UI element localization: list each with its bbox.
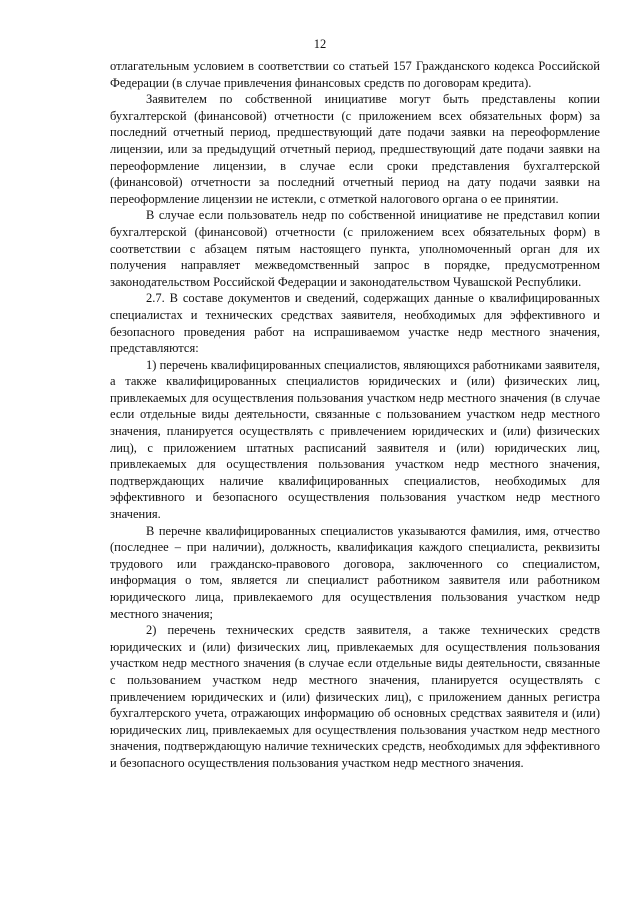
- paragraph-section-2-7: 2.7. В составе документов и сведений, содержащих данные о квалифицированных специалистах и технических средствах заявителя, необходимых для эффективного и безопасного проведения работ на испрашиваемом участке недр местного значения, представляются:: [110, 291, 600, 356]
- document-body: [110, 58, 600, 772]
- paragraph-voluntary-reports: Заявителем по собственной инициативе могут быть представлены копии бухгалтерской (финансовой) отчетности (с приложением всех обязательных форм) за последний отчетный период, предшествующий дате подачи заявки на переоформление лицензии, или за предыдущий отчетный период, предшествующий дате подачи заявки на переоформление лицензии, в случае если сроки представления бухгалтерской (финансовой) отчетности за последний отчетный период на дату подачи заявки на переоформление лицензии не истекли, с отметкой налогового органа о ее принятии.: [110, 92, 600, 206]
- page-number: 12: [313, 37, 327, 51]
- paragraph-specialist-list-details: В перечне квалифицированных специалистов указываются фамилия, имя, отчество (последнее – при наличии), должность, квалификация каждого специалиста, реквизиты трудового или гражданско-правового договора, заключенного со специалистом, информация о том, является ли специалист работником заявителя или работником юридического лица, привлекаемого для осуществления пользования участком недр местного значения;: [110, 523, 600, 621]
- paragraph-item-1-specialists: 1) перечень квалифицированных специалистов, являющихся работниками заявителя, а также квалифицированных специалистов юридических и (или) физических лиц, привлекаемых для осуществления пользования участком недр местного значения (в случае если отдельные виды деятельности, связанные с пользованием участком недр местного значения, планируется осуществлять с привлечением юридических и (или) физических лиц), с приложением штатных расписаний заявителя и (или) юридических лиц, привлекаемых для осуществления пользования участком недр местного значения, подтверждающих наличие квалифицированных специалистов, необходимых для эффективного и безопасного осуществления пользования участком недр местного значения.: [110, 357, 600, 522]
- paragraph-continuation: отлагательным условием в соответствии со статьей 157 Гражданского кодекса Российской Федерации (в случае привлечения финансовых средств по договорам кредита).: [110, 59, 600, 90]
- paragraph-item-2-technical-means: 2) перечень технических средств заявителя, а также технических средств юридических и (или) физических лиц, привлекаемых для осуществления пользования участком недр местного значения (в случае если отдельные виды деятельности, связанные с пользованием участком недр местного значения, планируется осуществлять с привлечением юридических и (или) физических лиц), с приложением данных регистра бухгалтерского учета, отражающих информацию об основных средствах заявителя и (или) юридических лиц, привлекаемых для осуществления пользования участком недр местного значения, подтверждающую наличие технических средств, необходимых для эффективного и безопасного осуществления пользования участком недр местного значения.: [110, 623, 600, 770]
- paragraph-interagency-request: В случае если пользователь недр по собственной инициативе не представил копии бухгалтерской (финансовой) отчетности (с приложением всех обязательных форм) в соответствии с абзацем пятым настоящего пункта, уполномоченный орган для их получения направляет межведомственный запрос в порядке, предусмотренном законодательством Российской Федерации и законодательством Чувашской Республики.: [110, 208, 600, 289]
